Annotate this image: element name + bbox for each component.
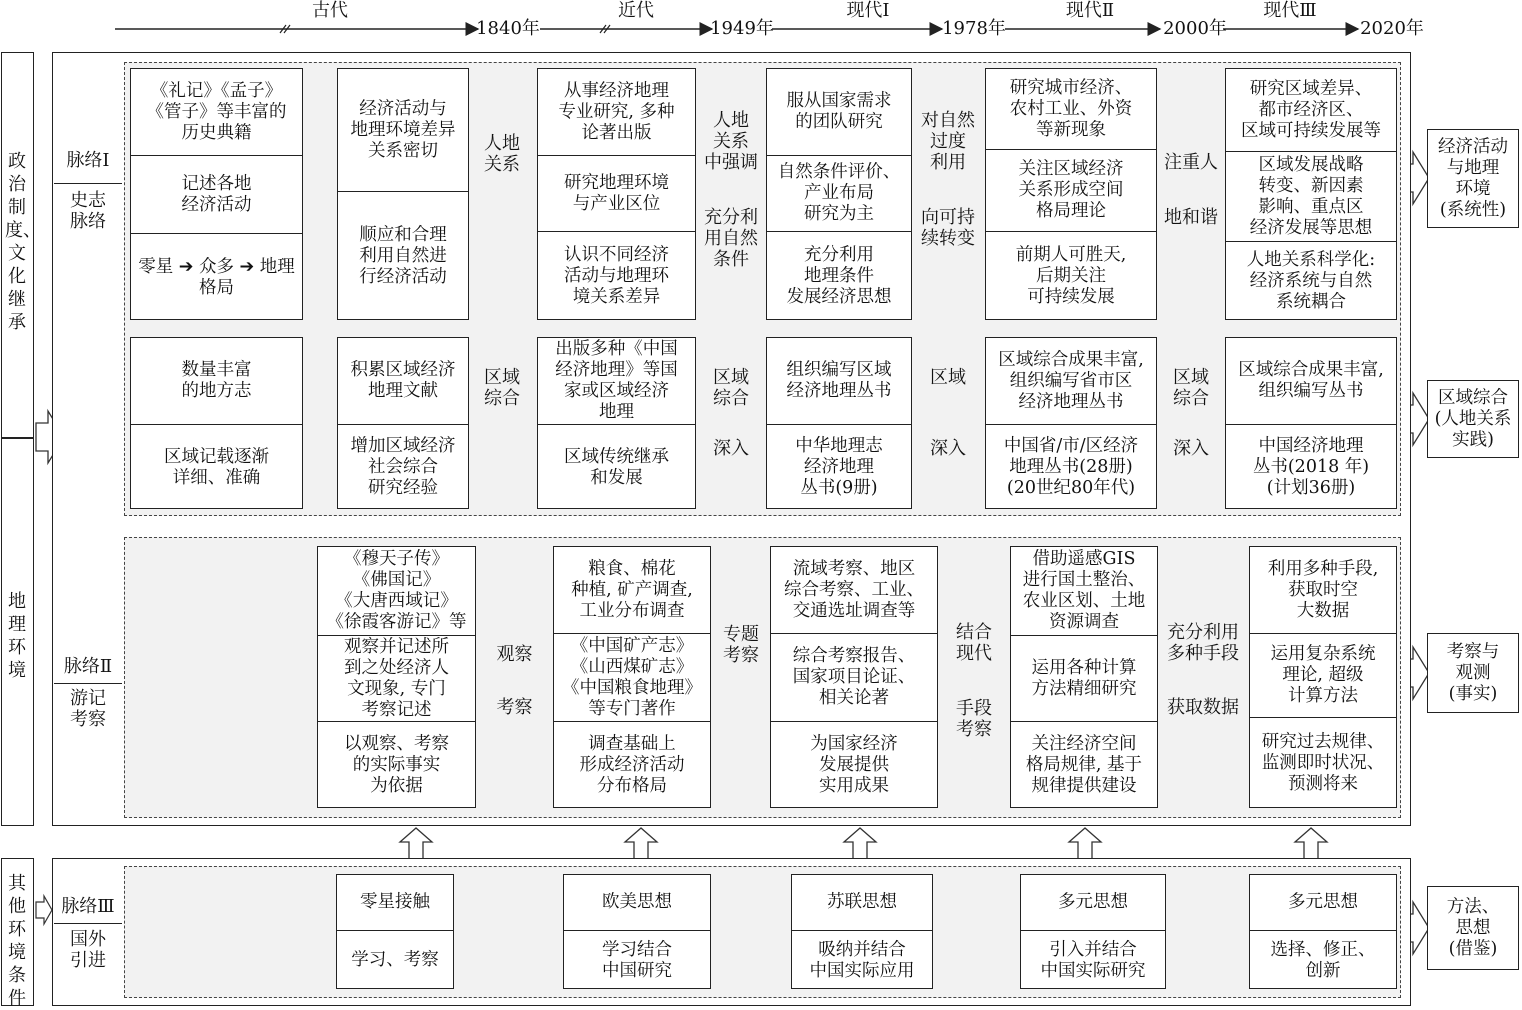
line3-name: 脉络Ⅲ: [61, 896, 115, 917]
timeline-year: 1949年: [710, 18, 774, 39]
human-land-stage-cell: 充分利用 地理条件 发展经济思想: [767, 231, 911, 321]
travel-stage-cell: 《中国矿产志》 《山西煤矿志》 《中国粮食地理》 等专门著作: [554, 633, 710, 721]
foreign-stage-cell: 引入并结合 中国实际研究: [1021, 930, 1165, 990]
regional-stage-cell: 出版多种《中国 经济地理》等国 家或区域经济 地理: [555, 339, 678, 422]
regional-link-label: 区域: [930, 367, 966, 388]
travel-stage-cell: 研究过去规律、 监测即时状况、 预测将来: [1250, 717, 1396, 809]
human-land-stage-cell: 顺应和合理 利用自然进 行经济活动: [338, 191, 468, 321]
foreign-stage-cell: 学习结合 中国研究: [564, 930, 710, 990]
timeline-period: 现代Ⅰ: [846, 0, 890, 21]
human-land-link-label: 对自然 过度 利用: [921, 110, 975, 173]
regional-stage: [1225, 337, 1397, 509]
travel-link-label: 观察: [496, 644, 533, 665]
regional-stage-cell: 区域传统继承 和发展: [538, 424, 695, 510]
regional-stage: [766, 337, 912, 509]
human-land-link-label: 注重人: [1164, 152, 1218, 173]
human-land-stage-cell: 自然条件评价、 产业布局 研究为主: [767, 155, 911, 231]
factor-geography: 地理环境: [8, 591, 26, 681]
human-land-stage-cell: 记述各地 经济活动: [131, 155, 302, 233]
output-box-methods: 方法、 思想 (借鉴): [1427, 886, 1519, 970]
human-land-stage-cell: 关注区域经济 关系形成空间 格局理论: [986, 149, 1156, 231]
travel-link-label: 获取数据: [1167, 697, 1239, 718]
regional-stage-cell: 增加区域经济 社会综合 研究经验: [338, 424, 468, 510]
human-land-stage-cell: 服从国家需求 的团队研究: [786, 91, 892, 132]
travel-stage-cell: 运用复杂系统 理论, 超级 计算方法: [1250, 633, 1396, 717]
human-land-link-label: 地和谐: [1164, 207, 1218, 228]
foreign-stage: [1249, 874, 1397, 989]
foreign-stage-cell: 欧美思想: [602, 892, 672, 912]
human-land-link-label: 充分利 用自然 条件: [704, 207, 758, 270]
region-line2: [124, 537, 1401, 818]
human-land-stage-cell: 经济活动与 地理环境差异 关系密切: [350, 98, 456, 161]
line2-sub: 游记 考察: [70, 688, 106, 730]
foreign-stage: [1020, 874, 1166, 989]
timeline-period: 古代: [312, 0, 348, 21]
foreign-stage-cell: 吸纳并结合 中国实际应用: [792, 930, 932, 990]
regional-stage-cell: 积累区域经济 地理文献: [350, 360, 456, 401]
factor-other-conditions: 其他环境条件: [8, 873, 26, 1009]
regional-stage-cell: 区域综合成果丰富, 组织编写丛书: [1238, 360, 1384, 401]
human-land-stage: [985, 68, 1157, 320]
human-land-stage-cell: 前期人可胜天, 后期关注 可持续发展: [986, 231, 1156, 321]
travel-stage-cell: 《穆天子传》 《佛国记》 《大唐西域记》 《徐霞客游记》等: [326, 549, 467, 632]
regional-link-label: 深入: [713, 438, 749, 459]
human-land-stage-cell: 研究区域差异、 都市经济区、 区域可持续发展等: [1241, 78, 1381, 141]
foreign-stage: [791, 874, 933, 989]
travel-stage: [1010, 546, 1158, 808]
foreign-stage: [563, 874, 711, 989]
travel-stage: [553, 546, 711, 808]
travel-stage-cell: 粮食、棉花 种植, 矿产调查, 工业分布调查: [571, 558, 693, 621]
travel-stage-cell: 借助遥感GIS 进行国土整治、 农业区划、土地 资源调查: [1022, 549, 1146, 632]
human-land-link-label: 向可持 续转变: [921, 207, 975, 249]
regional-stage: [985, 337, 1157, 509]
regional-stage-cell: 中国省/市/区经济 地理丛书(28册) (20世纪80年代): [986, 424, 1156, 510]
travel-stage-cell: 以观察、考察 的实际事实 为依据: [318, 721, 475, 809]
line1-sub: 史志 脉络: [70, 190, 106, 232]
regional-stage-cell: 区域记载逐渐 详细、准确: [131, 424, 302, 510]
line3-sub: 国外 引进: [70, 929, 106, 971]
human-land-link-label: 人地 关系 中强调: [704, 110, 758, 173]
regional-link-label: 区域 综合: [1173, 367, 1209, 409]
left-factor-divider: [1, 437, 34, 439]
foreign-stage-cell: 选择、修正、 创新: [1250, 930, 1396, 990]
output-box-observation: 考察与 观测 (事实): [1427, 633, 1519, 713]
foreign-stage-cell: 零星接触: [360, 892, 430, 912]
travel-stage: [770, 546, 938, 808]
timeline-year: 2020年: [1360, 18, 1424, 39]
travel-stage-cell: 为国家经济 发展提供 实用成果: [771, 721, 937, 809]
timeline-year: 2000年: [1163, 18, 1227, 39]
output-box-regional: 区域综合 (人地关系 实践): [1427, 380, 1519, 458]
human-land-stage-cell: 区域发展战略 转变、新因素 影响、重点区 经济发展等思想: [1226, 151, 1396, 241]
foreign-stage-cell: 多元思想: [1058, 892, 1128, 912]
travel-link-label: 考察: [496, 697, 533, 718]
regional-link-label: 区域 综合: [484, 367, 520, 409]
regional-stage: [130, 337, 303, 509]
human-land-stage-cell: 从事经济地理 专业研究, 多种 论著出版: [558, 80, 675, 143]
regional-link-label: 深入: [930, 438, 966, 459]
travel-stage-cell: 观察并记述所 到之处经济人 文现象, 专门 考察记述: [318, 635, 475, 721]
regional-stage-cell: 数量丰富 的地方志: [181, 360, 252, 401]
regional-link-label: 区域 综合: [713, 367, 749, 409]
human-land-stage-cell: 人地关系科学化: 经济系统与自然 系统耦合: [1226, 241, 1396, 321]
human-land-stage: [766, 68, 912, 320]
human-land-stage: [130, 68, 303, 320]
line2-name: 脉络Ⅱ: [63, 656, 113, 677]
regional-stage-cell: 中华地理志 经济地理 丛书(9册): [767, 424, 911, 510]
human-land-stage-cell: 《礼记》《孟子》 《管子》等丰富的 历史典籍: [146, 80, 287, 143]
foreign-stage: [336, 874, 454, 989]
foreign-stage-cell: 多元思想: [1288, 892, 1358, 912]
regional-stage: [537, 337, 696, 509]
travel-link-label: 手段 考察: [956, 698, 992, 740]
timeline-period: 现代Ⅱ: [1065, 0, 1115, 21]
human-land-stage: [337, 68, 469, 320]
travel-link-label: 充分利用 多种手段: [1167, 622, 1239, 664]
travel-stage: [1249, 546, 1397, 808]
regional-link-label: 深入: [1173, 438, 1209, 459]
travel-stage-cell: 调查基础上 形成经济活动 分布格局: [554, 721, 710, 809]
human-land-stage-cell: 认识不同经济 活动与地理环 境关系差异: [538, 231, 695, 321]
regional-stage: [337, 337, 469, 509]
human-land-stage-cell: 研究地理环境 与产业区位: [538, 155, 695, 231]
travel-stage-cell: 利用多种手段, 获取时空 大数据: [1267, 558, 1379, 621]
human-land-stage: [1225, 68, 1397, 320]
travel-stage: [317, 546, 476, 808]
human-land-stage-cell: 研究城市经济、 农村工业、外资 等新现象: [1009, 77, 1133, 140]
timeline-year: 1978年: [942, 18, 1006, 39]
regional-stage-cell: 区域综合成果丰富, 组织编写省市区 经济地理丛书: [998, 349, 1144, 412]
human-land-stage-cell: 零星 ➔ 众多 ➔ 地理 格局: [131, 233, 302, 321]
travel-link-label: 专题 考察: [723, 624, 759, 666]
foreign-stage-cell: 苏联思想: [827, 892, 897, 912]
travel-link-label: 结合 现代: [956, 622, 992, 664]
foreign-stage-cell: 学习、考察: [337, 930, 453, 990]
human-land-link-label: 人地 关系: [484, 133, 520, 175]
human-land-stage: [537, 68, 696, 320]
timeline-year: 1840年: [476, 18, 540, 39]
output-box-system: 经济活动 与地理 环境 (系统性): [1427, 129, 1519, 228]
travel-stage-cell: 流域考察、地区 综合考察、工业、 交通选址调查等: [784, 558, 924, 621]
timeline-period: 现代Ⅲ: [1263, 0, 1317, 21]
regional-stage-cell: 中国经济地理 丛书(2018 年) (计划36册): [1226, 424, 1396, 510]
timeline-period: 近代: [618, 0, 654, 21]
region-line3: [124, 866, 1401, 998]
line1-name: 脉络Ⅰ: [66, 150, 110, 171]
travel-stage-cell: 运用各种计算 方法精细研究: [1011, 635, 1157, 721]
regional-stage-cell: 组织编写区域 经济地理丛书: [786, 360, 892, 401]
factor-arrow: [36, 896, 52, 924]
travel-stage-cell: 综合考察报告、 国家项目论证、 相关论著: [771, 633, 937, 721]
travel-stage-cell: 关注经济空间 格局规律, 基于 规律提供建设: [1011, 721, 1157, 809]
factor-politics-culture: 政治制度、文化继承: [5, 151, 41, 333]
